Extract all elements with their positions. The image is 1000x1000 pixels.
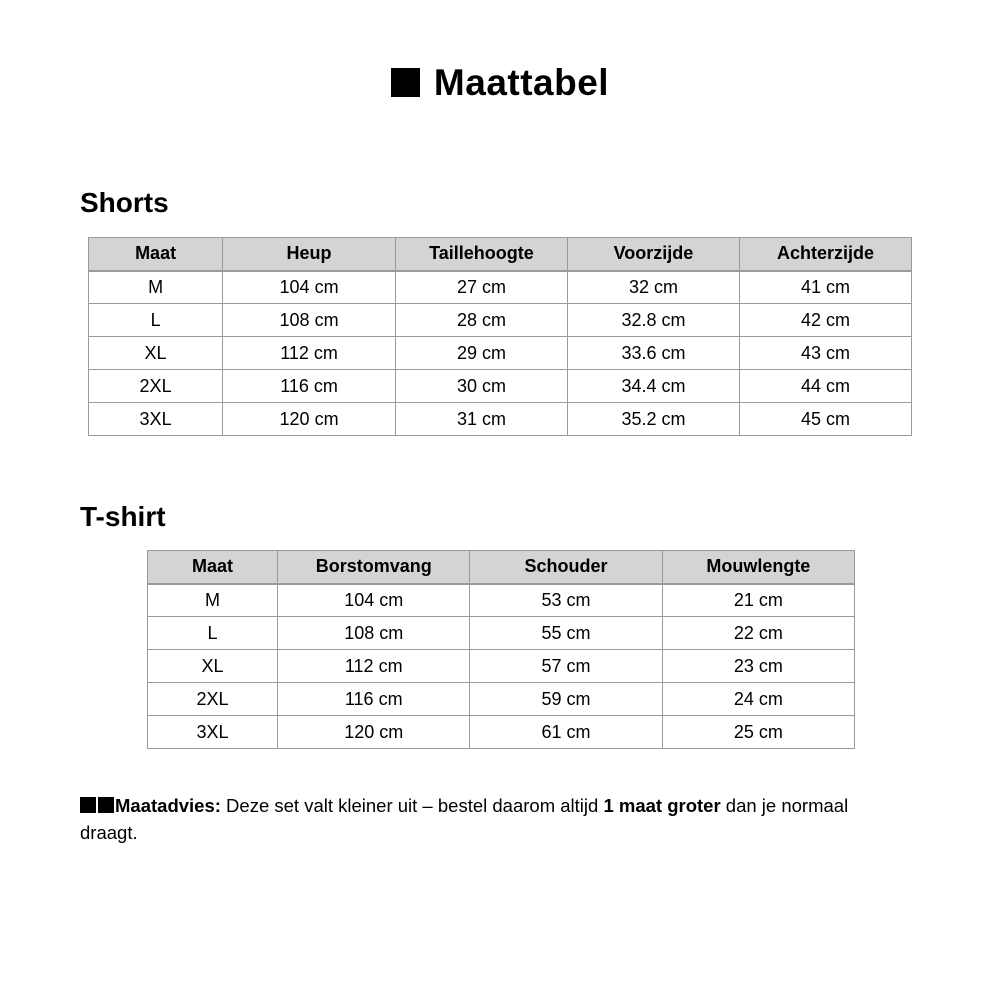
table-cell: M (148, 584, 278, 617)
table-cell: 28 cm (395, 304, 567, 337)
table-cell: XL (89, 337, 223, 370)
table-cell: 35.2 cm (567, 403, 739, 436)
table-cell: 120 cm (223, 403, 396, 436)
table-cell: 112 cm (223, 337, 396, 370)
table-cell: 2XL (89, 370, 223, 403)
column-header: Mouwlengte (662, 551, 854, 584)
table-cell: 45 cm (739, 403, 911, 436)
note-label: Maatadvies: (115, 795, 221, 816)
page-title-row (0, 64, 1000, 101)
note-text: Deze set valt kleiner uit – bestel daarom altijd (220, 795, 604, 816)
table-cell: 2XL (148, 683, 278, 716)
table-cell: 22 cm (662, 617, 854, 650)
table-cell: 33.6 cm (567, 337, 739, 370)
column-header: Achterzijde (739, 238, 911, 271)
tshirt-size-table (147, 550, 855, 749)
table-cell: 116 cm (278, 683, 470, 716)
table-cell: 116 cm (223, 370, 396, 403)
table-cell: 27 cm (395, 271, 567, 304)
column-header: Schouder (470, 551, 662, 584)
table-cell: XL (148, 650, 278, 683)
table-cell: 3XL (148, 716, 278, 749)
table-cell: 32.8 cm (567, 304, 739, 337)
table-cell: 59 cm (470, 683, 662, 716)
table-cell: 3XL (89, 403, 223, 436)
table-cell: 34.4 cm (567, 370, 739, 403)
table-cell: 61 cm (470, 716, 662, 749)
table-row (89, 337, 912, 370)
black-square-icon (98, 797, 114, 813)
table-cell: 21 cm (662, 584, 854, 617)
table-row (89, 403, 912, 436)
tshirt-heading: T-shirt (80, 501, 166, 532)
note-bold-phrase: 1 maat groter (603, 795, 721, 816)
table-cell: 120 cm (278, 716, 470, 749)
table-cell: 32 cm (567, 271, 739, 304)
table-cell: 108 cm (223, 304, 396, 337)
table-cell: 29 cm (395, 337, 567, 370)
size-advice-note (80, 792, 886, 846)
table-row (148, 584, 855, 617)
column-header: Borstomvang (278, 551, 470, 584)
table-cell: 44 cm (739, 370, 911, 403)
table-row (89, 370, 912, 403)
table-cell: 25 cm (662, 716, 854, 749)
table-header-row (89, 238, 912, 271)
table-cell: 53 cm (470, 584, 662, 617)
table-cell: L (148, 617, 278, 650)
page-title: Maattabel (433, 62, 610, 103)
table-cell: M (89, 271, 223, 304)
note-text: dan je normaal draagt. (80, 795, 849, 843)
table-row (89, 271, 912, 304)
table-cell: L (89, 304, 223, 337)
table-row (89, 304, 912, 337)
column-header: Voorzijde (567, 238, 739, 271)
table-row (148, 716, 855, 749)
table-cell: 23 cm (662, 650, 854, 683)
column-header: Taillehoogte (395, 238, 567, 271)
column-header: Maat (89, 238, 223, 271)
table-cell: 43 cm (739, 337, 911, 370)
table-cell: 55 cm (470, 617, 662, 650)
table-cell: 42 cm (739, 304, 911, 337)
table-cell: 31 cm (395, 403, 567, 436)
table-cell: 41 cm (739, 271, 911, 304)
table-row (148, 650, 855, 683)
table-cell: 104 cm (278, 584, 470, 617)
table-cell: 57 cm (470, 650, 662, 683)
table-header-row (148, 551, 855, 584)
table-cell: 112 cm (278, 650, 470, 683)
table-row (148, 617, 855, 650)
black-square-icon (391, 68, 420, 97)
shorts-size-table (88, 237, 912, 436)
black-square-icon (80, 797, 96, 813)
table-row (148, 683, 855, 716)
column-header: Heup (223, 238, 396, 271)
table-cell: 30 cm (395, 370, 567, 403)
shorts-heading: Shorts (80, 187, 169, 218)
table-cell: 108 cm (278, 617, 470, 650)
table-cell: 24 cm (662, 683, 854, 716)
table-cell: 104 cm (223, 271, 396, 304)
column-header: Maat (148, 551, 278, 584)
